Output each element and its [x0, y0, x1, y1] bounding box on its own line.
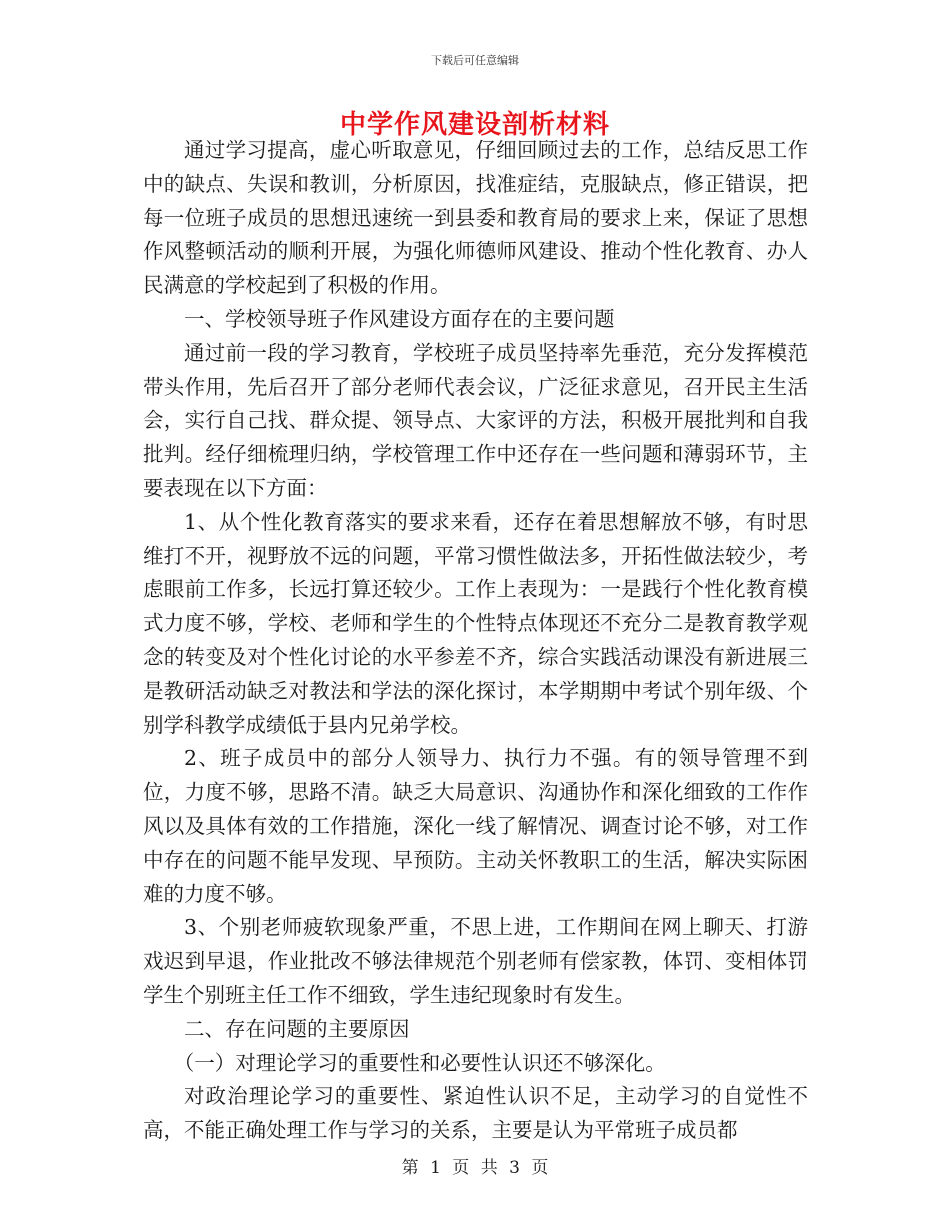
list-item-2: 2、班子成员中的部分人领导力、执行力不强。有的领导管理不到位，力度不够，思路不清。缺乏大局意识、沟通协作和深化细致的工作作风以及具体有效的工作措施，深化一线了解情况、调查讨论不够，对工作中存在的问题不能早发现、早预防。主动关怀教职工的生活，解决实际困难的力度不够。 — [143, 746, 808, 906]
subheading-theory-study: （一）对理论学习的重要性和必要性认识还不够深化。 — [173, 1050, 666, 1075]
section-heading-causes: 二、存在问题的主要原因 — [184, 1016, 410, 1041]
page-indicator: 第 1 页 共 3 页 — [401, 1158, 549, 1178]
intro-paragraph: 通过学习提高，虚心听取意见，仔细回顾过去的工作，总结反思工作中的缺点、失误和教训，分析原因，找准症结，克服缺点，修正错误，把每一位班子成员的思想迅速统一到县委和教育局的要求上来，保证了思想作风整顿活动的顺利开展，为强化师德师风建设、推动个性化教育、办人民满意的学校起到了积极的作用。 — [143, 138, 808, 298]
body-paragraph: 对政治理论学习的重要性、紧迫性认识不足，主动学习的自觉性不高，不能正确处理工作与学习的关系，主要是认为平常班子成员都 — [143, 1084, 808, 1143]
document-title: 中学作风建设剖析材料 — [339, 110, 610, 140]
section-heading-problems: 一、学校领导班子作风建设方面存在的主要问题 — [184, 306, 615, 331]
document-body — [143, 134, 808, 1148]
list-item-1: 1、从个性化教育落实的要求来看，还存在着思想解放不够，有时思维打不开，视野放不远的问题，平常习惯性做法多，开拓性做法较少，考虑眼前工作多，长远打算还较少。工作上表现为：一是践行个性化教育模式力度不够，学校、老师和学生的个性特点体现还不充分二是教育教学观念的转变及对个性化讨论的水平参差不齐，综合实践活动课没有新进展三是教研活动缺乏对教法和学法的深化探讨，本学期期中考试个别年级、个别学科教学成绩低于县内兄弟学校。 — [143, 509, 808, 737]
header-note: 下载后可任意编辑 — [431, 54, 519, 67]
body-paragraph: 通过前一段的学习教育，学校班子成员坚持率先垂范，充分发挥模范带头作用，先后召开了部分老师代表会议，广泛征求意见，召开民主生活会，实行自己找、群众提、领导点、大家评的方法，积极开展批判和自我批判。经仔细梳理归纳，学校管理工作中还存在一些问题和薄弱环节，主要表现在以下方面： — [143, 340, 808, 500]
list-item-3: 3、个别老师疲软现象严重，不思上进，工作期间在网上聊天、打游戏迟到早退，作业批改不够法律规范个别老师有偿家教，体罚、变相体罚学生个别班主任工作不细致，学生违纪现象时有发生。 — [143, 915, 808, 1007]
